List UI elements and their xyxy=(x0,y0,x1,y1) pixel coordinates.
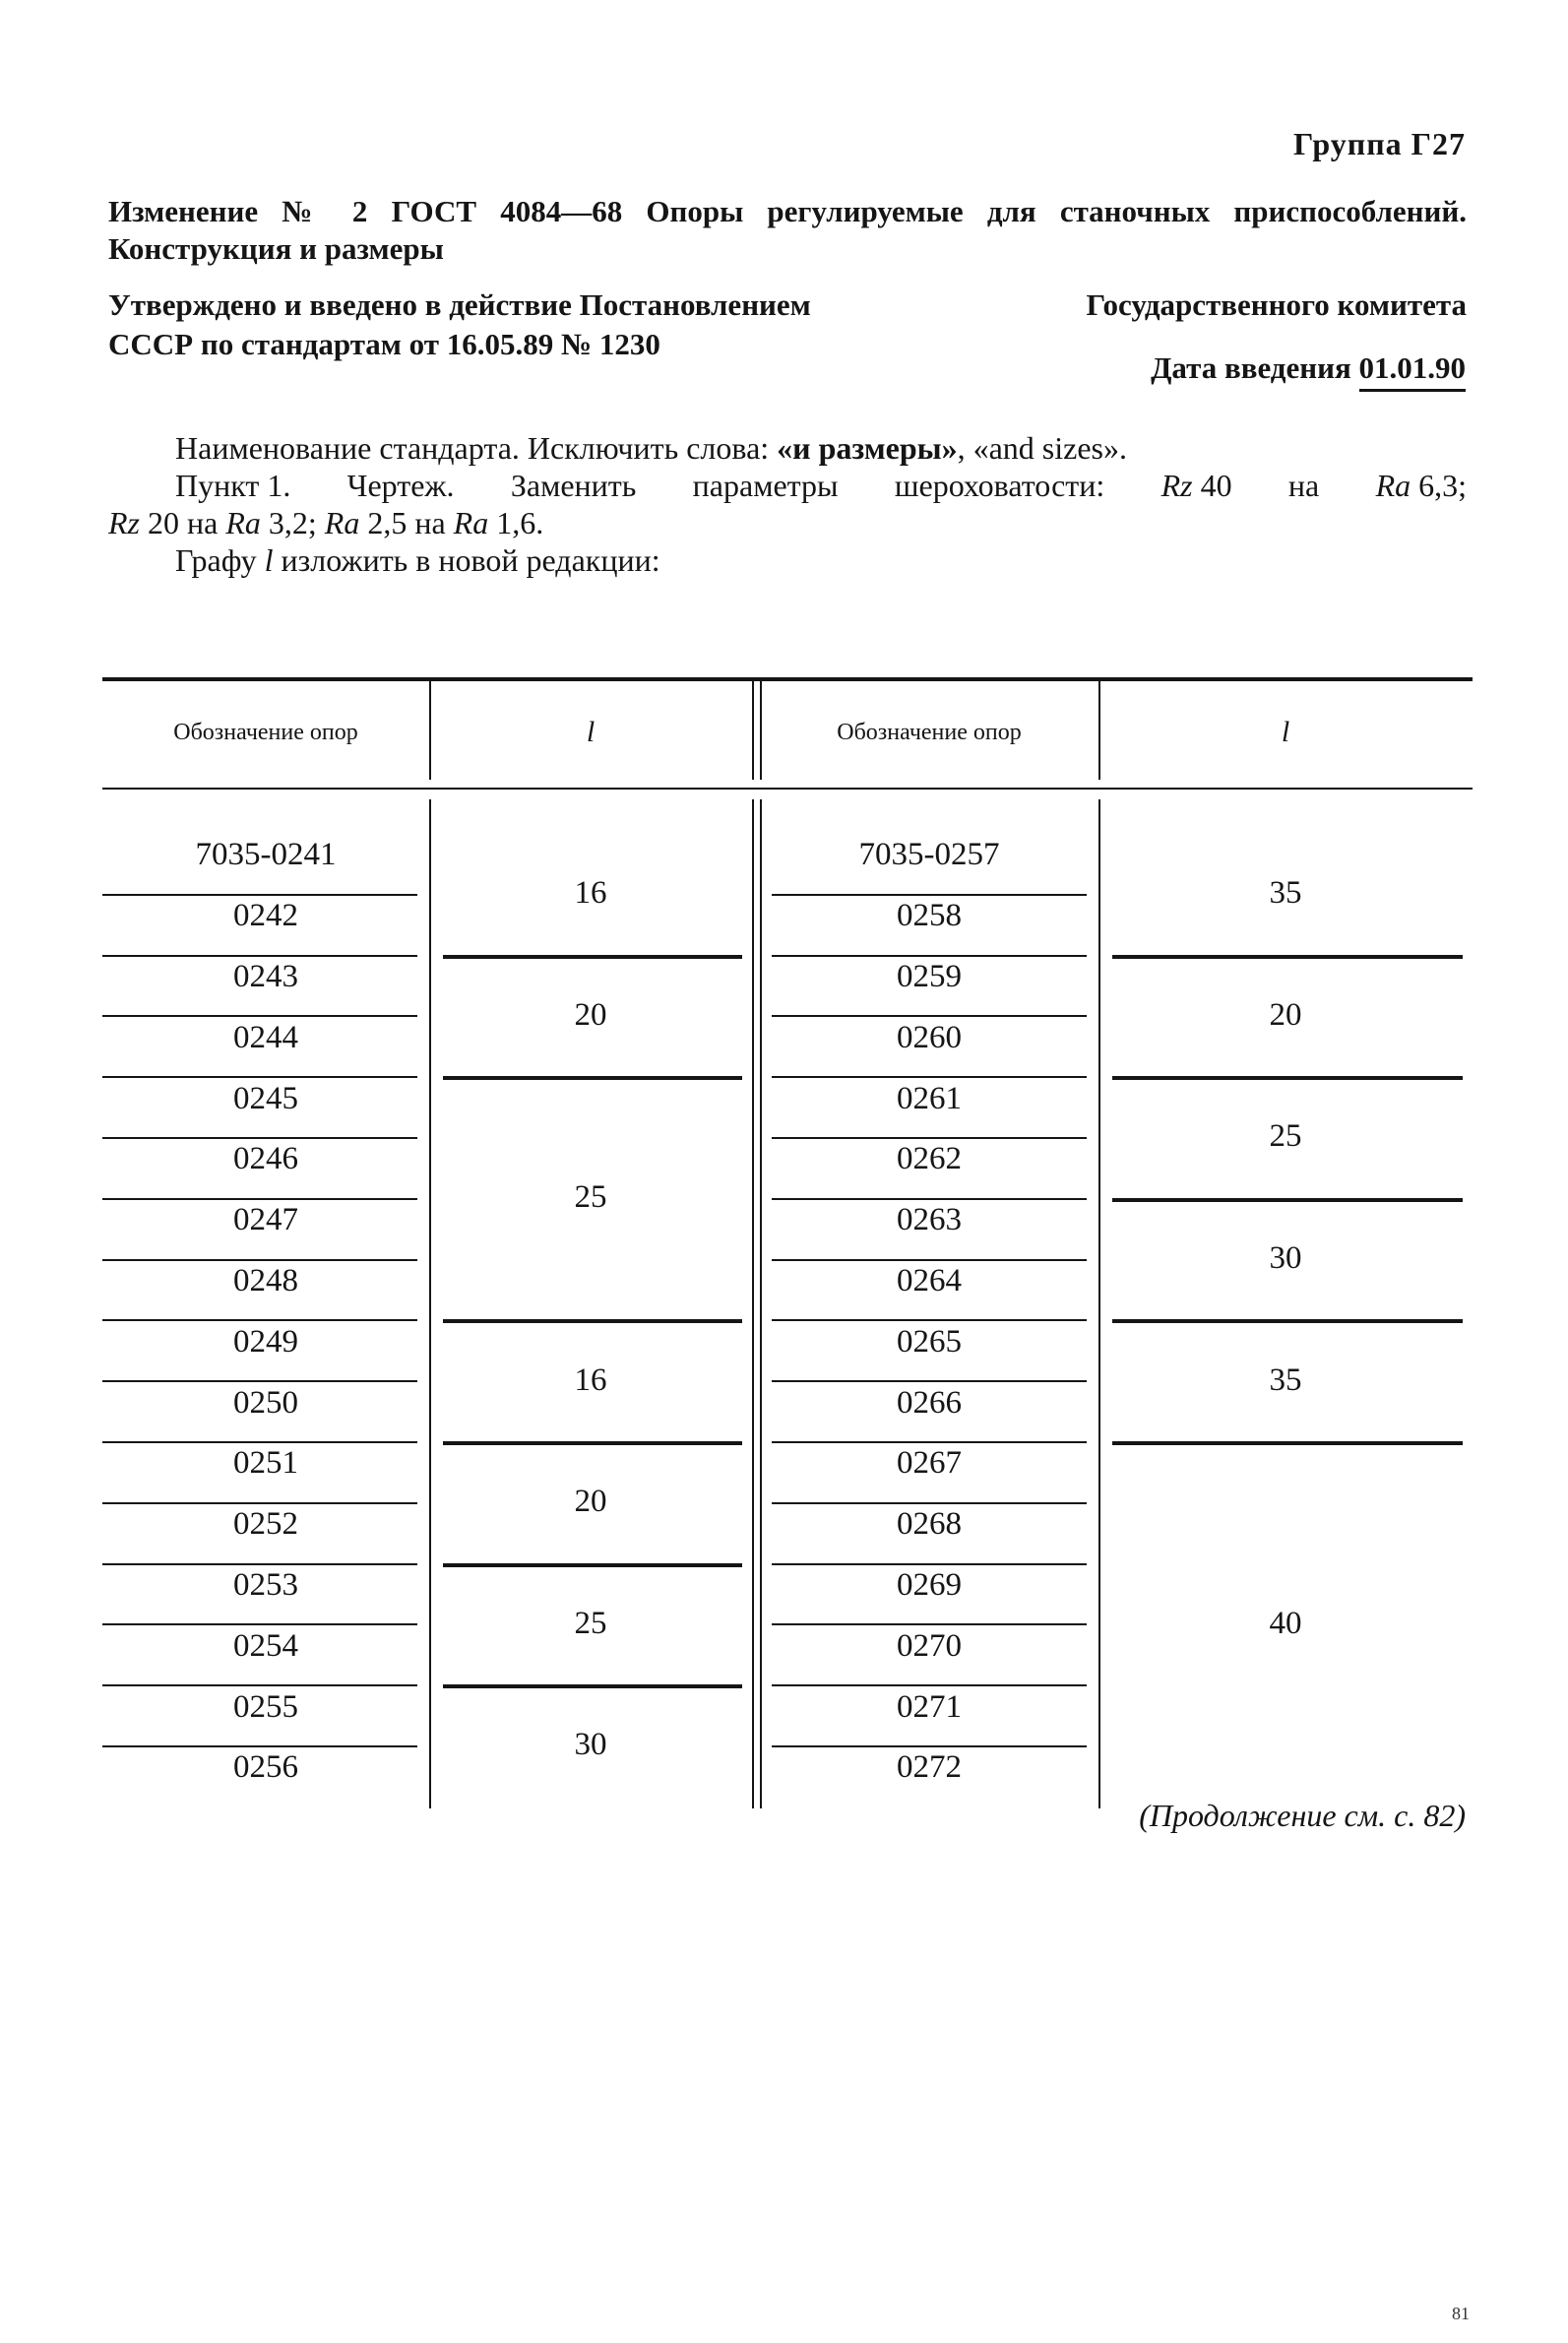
table-cell-code: 0259 xyxy=(897,958,962,994)
para2-word: шероховатости: xyxy=(894,468,1105,503)
table-cell-code: 0261 xyxy=(897,1080,962,1116)
table-header-cell: Обозначение опор xyxy=(173,719,358,745)
table-cell-code: 0258 xyxy=(897,898,962,934)
table-cell-l: 20 xyxy=(1269,996,1302,1033)
table-cell-code: 0244 xyxy=(233,1019,298,1055)
para2-word: на xyxy=(1287,468,1320,503)
table-cell-code: 0243 xyxy=(233,958,298,994)
table-cell-l: 35 xyxy=(1269,875,1302,912)
table-column-rule xyxy=(752,799,754,1808)
table-cell-code: 0249 xyxy=(233,1323,298,1360)
para2-word: параметры xyxy=(692,468,839,503)
table-cell-l: 30 xyxy=(574,1727,607,1763)
table-cell-code: 0256 xyxy=(233,1749,298,1786)
table-cell-code: 0262 xyxy=(897,1141,962,1177)
para1-text: Наименование стандарта. Исключить слова: xyxy=(175,430,778,466)
table-cell-code: 0267 xyxy=(897,1445,962,1482)
para2-value: 3,2; xyxy=(260,505,325,540)
table-cell-code: 0245 xyxy=(233,1080,298,1116)
approval-text-2: Государственного комитета xyxy=(1086,287,1467,322)
para2-value: 1,6. xyxy=(488,505,544,540)
table-cell-code: 0260 xyxy=(897,1019,962,1055)
table-cell-l: 20 xyxy=(574,996,607,1033)
continuation-note: (Продолжение см. с. 82) xyxy=(1139,1798,1466,1833)
table-cell-code: 0270 xyxy=(897,1627,962,1664)
para3-text: Графу xyxy=(175,542,265,578)
table-cell-l: 20 xyxy=(574,1484,607,1520)
approval-text-1: Утверждено и введено в действие Постановлением xyxy=(108,287,811,322)
table-cell-code: 0248 xyxy=(233,1262,298,1298)
para1-tail: , «and sizes». xyxy=(957,430,1127,466)
table-cell-code: 0269 xyxy=(897,1566,962,1603)
para2-value: 2,5 на xyxy=(359,505,454,540)
para2-value: 20 на xyxy=(140,505,226,540)
table-cell-code: 0247 xyxy=(233,1202,298,1238)
para2-param: Ra xyxy=(1375,468,1411,503)
table-cell-code: 0253 xyxy=(233,1566,298,1603)
table-cell-code: 0242 xyxy=(233,898,298,934)
table-rule xyxy=(102,788,1473,790)
table-cell-code: 0271 xyxy=(897,1688,962,1725)
para2-word: Заменить xyxy=(510,468,637,503)
table-cell-l: 16 xyxy=(574,875,607,912)
table-cell-l: 25 xyxy=(574,1605,607,1641)
table-cell-l: 25 xyxy=(574,1179,607,1216)
para2-param: Ra xyxy=(225,505,261,540)
table-cell-l: 35 xyxy=(1269,1361,1302,1398)
page-number: 81 xyxy=(1452,2304,1470,2323)
para2-word: Пункт 1. xyxy=(175,468,291,503)
table-cell-l: 25 xyxy=(1269,1118,1302,1155)
table-cell-l: 16 xyxy=(574,1361,607,1398)
para2-param: Ra xyxy=(324,505,360,540)
table-header-cell: l xyxy=(1281,716,1290,748)
table-cell-code: 0251 xyxy=(233,1445,298,1482)
table-cell-code: 0263 xyxy=(897,1202,962,1238)
table-cell-code: 0255 xyxy=(233,1688,298,1725)
table-cell-code: 0272 xyxy=(897,1749,962,1786)
table-cell-code: 0246 xyxy=(233,1141,298,1177)
table-cell-code: 0268 xyxy=(897,1506,962,1543)
para3-symbol: l xyxy=(264,542,274,578)
approval-text-3: СССР по стандартам от 16.05.89 № 1230 xyxy=(108,327,660,361)
table-header-cell: l xyxy=(586,716,596,748)
date-value: 01.01.90 xyxy=(1359,350,1467,392)
table-header-cell: Обозначение опор xyxy=(837,719,1022,745)
para2-value: 40 xyxy=(1200,468,1232,503)
para3-tail: изложить в новой редакции: xyxy=(273,542,660,578)
group-code: Группа Г27 xyxy=(1293,126,1466,161)
table-cell-l: 40 xyxy=(1269,1605,1302,1641)
table-cell-code: 7035-0241 xyxy=(195,837,337,873)
para2-param: Rz xyxy=(108,505,140,540)
table-cell-code: 0250 xyxy=(233,1384,298,1421)
date-label: Дата введения xyxy=(1151,350,1351,385)
document-title: Изменение № 2 ГОСТ 4084—68 Опоры регулируемые для станочных приспособлений. Конструкция и размеры xyxy=(108,194,1467,266)
table-cell-l: 30 xyxy=(1269,1240,1302,1277)
table-cell-code: 0252 xyxy=(233,1506,298,1543)
para2-value: 6,3; xyxy=(1418,468,1467,503)
para1-bold: «и размеры» xyxy=(777,430,958,466)
table-cell-code: 0254 xyxy=(233,1627,298,1664)
table-column-rule xyxy=(752,679,754,780)
table-cell-code: 7035-0257 xyxy=(858,837,1000,873)
table-cell-code: 0265 xyxy=(897,1323,962,1360)
table-cell-code: 0266 xyxy=(897,1384,962,1421)
para2-param: Ra xyxy=(453,505,489,540)
table-cell-code: 0264 xyxy=(897,1262,962,1298)
para2-word: Чертеж. xyxy=(346,468,455,503)
para2-param: Rz xyxy=(1160,468,1193,503)
